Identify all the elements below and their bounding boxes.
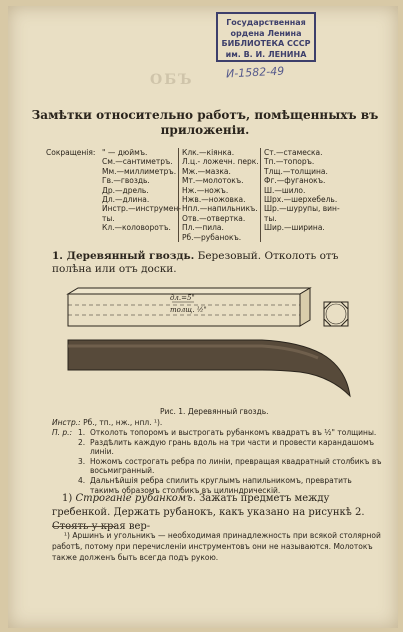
step-item (52, 438, 382, 457)
step-prefix (52, 457, 78, 476)
instruments-line (52, 418, 382, 428)
stamp-line-4: им. В. И. ЛЕНИНА (225, 49, 307, 59)
page-title: Замѣтки относительно работъ, помѣщенныхъ въ приложеніи. (31, 108, 379, 137)
stamp-line-2: ордена Ленина (230, 28, 302, 38)
abbreviations-column-2 (182, 148, 259, 242)
inventory-number: И-1582-49 (225, 64, 285, 81)
paragraph-lead: 1) (62, 493, 76, 504)
step-prefix (52, 438, 78, 457)
abbreviation-item: Фг.—фуганокъ. (264, 176, 326, 186)
abbreviation-item: Л.ц.- ложечн. перк. (182, 157, 259, 167)
section-1 (52, 250, 372, 276)
abbreviation-item: Дл.—длина. (102, 195, 150, 205)
step-text: Дальнѣйшія ребра спилить круглымъ напильникомъ, превратить такимъ образомъ столбикъ въ цилиндрическій. (90, 475, 352, 495)
abbreviation-item: Мж.—мазка. (182, 166, 231, 176)
abbreviation-item: Шрх.—шерхебель. (264, 195, 338, 205)
stick-end-face (300, 288, 310, 326)
step-text: Ножомъ сострогать ребра по линіи, превращая квадратный столбикъ въ восьмигранный. (90, 456, 382, 476)
figure-caption: Рис. 1. Деревянный гвоздь. (160, 407, 269, 416)
instruments-text: Рб., тп., нж., нпл. ¹). (80, 418, 163, 427)
step-number: 4. (78, 475, 86, 485)
bleed-through-text: ОБЪ (150, 72, 194, 88)
step-item (52, 428, 382, 438)
abbreviations-label: Сокращенія: (46, 148, 96, 157)
abbreviation-item: См.—сантиметръ. (102, 157, 173, 167)
length-annotation: дл.=5" (170, 294, 195, 302)
abbreviation-item: Мт.—молотокъ. (182, 176, 244, 186)
section-text: Березовый. Отколоть отъ полѣна или отъ доски. (52, 250, 339, 275)
abbreviation-item: Шр.—шурупы, вин- (264, 204, 340, 214)
abbreviation-item: Инстр.—инструмен- (102, 204, 182, 214)
abbreviation-item: Пл.—пила. (182, 223, 224, 233)
paragraph-italic: Строганіе рубанкомъ. (75, 493, 196, 504)
footnote-rule (52, 526, 116, 527)
abbreviation-item: Шир.—ширина. (264, 223, 325, 233)
abbreviation-item: " — дюймъ. (102, 148, 148, 157)
abbreviation-item: Тп.—топоръ. (264, 157, 315, 167)
step-number: 2. (78, 437, 86, 447)
paragraph-text: Зажать предметъ между гребенкой. Держать рубанокъ, какъ указано на рисункѣ 2. Стоять у края вер- (52, 493, 365, 532)
abbreviations-column-1 (102, 148, 182, 233)
library-stamp (216, 12, 316, 62)
abbreviation-item: Гв.—гвоздь. (102, 176, 150, 186)
column-divider (178, 148, 179, 242)
abbreviation-item: Нпл.—напильникъ. (182, 204, 258, 214)
instruments-label: Инстр.: (52, 418, 81, 427)
abbreviation-item: Рб.—рубанокъ. (182, 232, 242, 242)
step-number: 1. (78, 428, 86, 437)
section-heading: 1. Деревянный гвоздь. (52, 250, 195, 262)
step-text: Раздѣлить каждую грань вдоль на три части и провести карандашомъ линіи. (90, 437, 375, 457)
abbreviation-item: Тлщ.—толщина. (264, 166, 328, 176)
finished-nail (68, 340, 350, 396)
stamp-line-1: Государственная (226, 18, 306, 27)
abbreviation-item: ты. (264, 213, 277, 223)
abbreviation-item: Кл.—коловоротъ. (102, 223, 171, 233)
abbreviation-item: Отв.—отвертка. (182, 213, 246, 223)
step-item (52, 457, 382, 476)
step-text: Отколоть топоромъ и выстрогать рубанкомъ квадратъ въ ½" толщины. (90, 428, 377, 437)
step-number: 3. (78, 456, 86, 466)
step-prefix: П. р.: (52, 428, 73, 437)
body-paragraph (52, 492, 382, 534)
abbreviation-item: Ст.—стамеска. (264, 148, 323, 157)
column-divider (260, 148, 261, 242)
abbreviation-item: Нж.—ножъ. (182, 185, 229, 195)
abbreviations-column-3 (264, 148, 338, 233)
abbreviation-item: Клк.—кіянка. (182, 148, 235, 157)
abbreviation-item: Мм.—миллиметръ. (102, 166, 177, 176)
footnote: ¹) Аршинъ и угольникъ — необходимая принадлежность при всякой столярной работѣ, потому при перечисленіи инструментовъ они не называются. Молотокъ также долженъ быть всегда подъ рукою. (52, 531, 381, 562)
cross-section-octagon (324, 302, 348, 326)
abbreviation-item: Др.—дрель. (102, 185, 149, 195)
wooden-nail-figure (50, 284, 360, 402)
abbreviation-item: ты. (102, 213, 115, 223)
abbreviation-item: Ш.—шило. (264, 185, 306, 195)
abbreviation-item: Нжв.—ножовка. (182, 195, 246, 205)
thickness-annotation: толщ. ½" (170, 306, 207, 314)
work-steps (52, 428, 382, 495)
stamp-line-3: БИБЛИОТЕКА СССР (221, 39, 311, 48)
